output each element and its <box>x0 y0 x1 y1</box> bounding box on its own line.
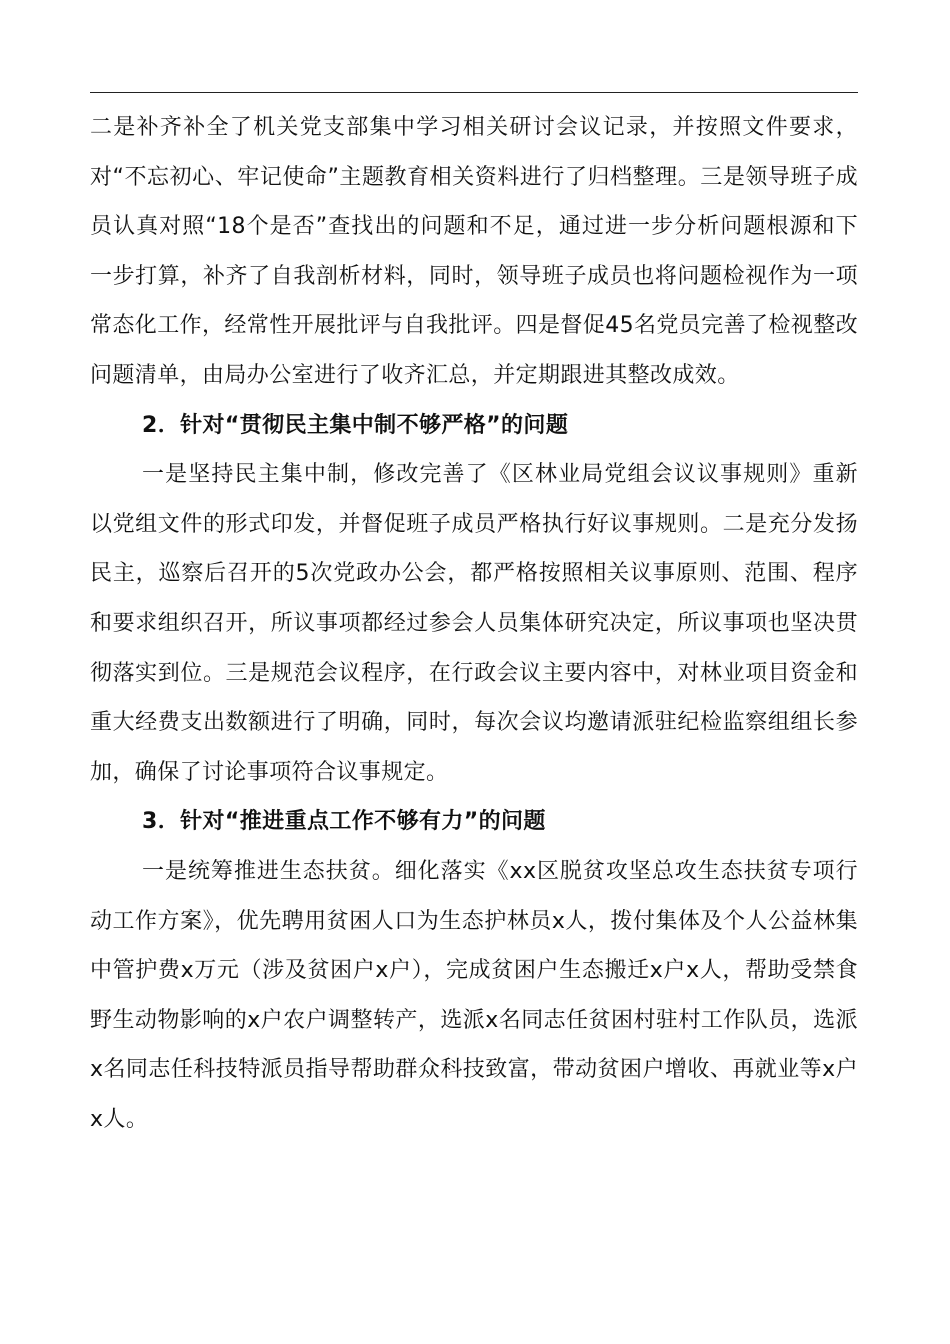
section-heading: 2．针对“贯彻民主集中制不够严格”的问题 <box>142 412 569 438</box>
body-paragraph: 一是坚持民主集中制，修改完善了《区林业局党组会议议事规则》重新以党组文件的形式印发，并督促班子成员严格执行好议事规则。二是充分发扬民主，巡察后召开的5次党政办公会，都严格按照相关议事原则、范围、程序和要求组织召开，所议事项都经过参会人员集体研究决定，所议事项也坚决贯彻落实到位。三是规范会议程序，在行政会议主要内容中，对林业项目资金和重大经费支出数额进行了明确，同时，每次会议均邀请派驻纪检监察组组长参加，确保了讨论事项符合议事规定。 <box>90 462 858 785</box>
body-paragraph: 二是补齐补全了机关党支部集中学习相关研讨会议记录，并按照文件要求，对“不忘初心、牢记使命”主题教育相关资料进行了归档整理。三是领导班子成员认真对照“18个是否”查找出的问题和不足，通过进一步分析问题根源和下一步打算，补齐了自我剖析材料，同时，领导班子成员也将问题检视作为一项常态化工作，经常性开展批评与自我批评。四是督促45名党员完善了检视整改问题清单，由局办公室进行了收齐汇总，并定期跟进其整改成效。 <box>90 115 858 388</box>
header-rule <box>90 92 858 93</box>
body-paragraph: 一是统筹推进生态扶贫。细化落实《xx区脱贫攻坚总攻生态扶贫专项行动工作方案》，优先聘用贫困人口为生态护林员x人，拨付集体及个人公益林集中管护费x万元（涉及贫困户x户），完成贫困户生态搬迁x户x人，帮助受禁食野生动物影响的x户农户调整转产，选派x名同志任贫困村驻村工作队员，选派x名同志任科技特派员指导帮助群众科技致富，带动贫困户增收、再就业等x户x人。 <box>90 858 858 1132</box>
document-body <box>90 103 858 1144</box>
section-heading: 3．针对“推进重点工作不够有力”的问题 <box>142 809 546 835</box>
